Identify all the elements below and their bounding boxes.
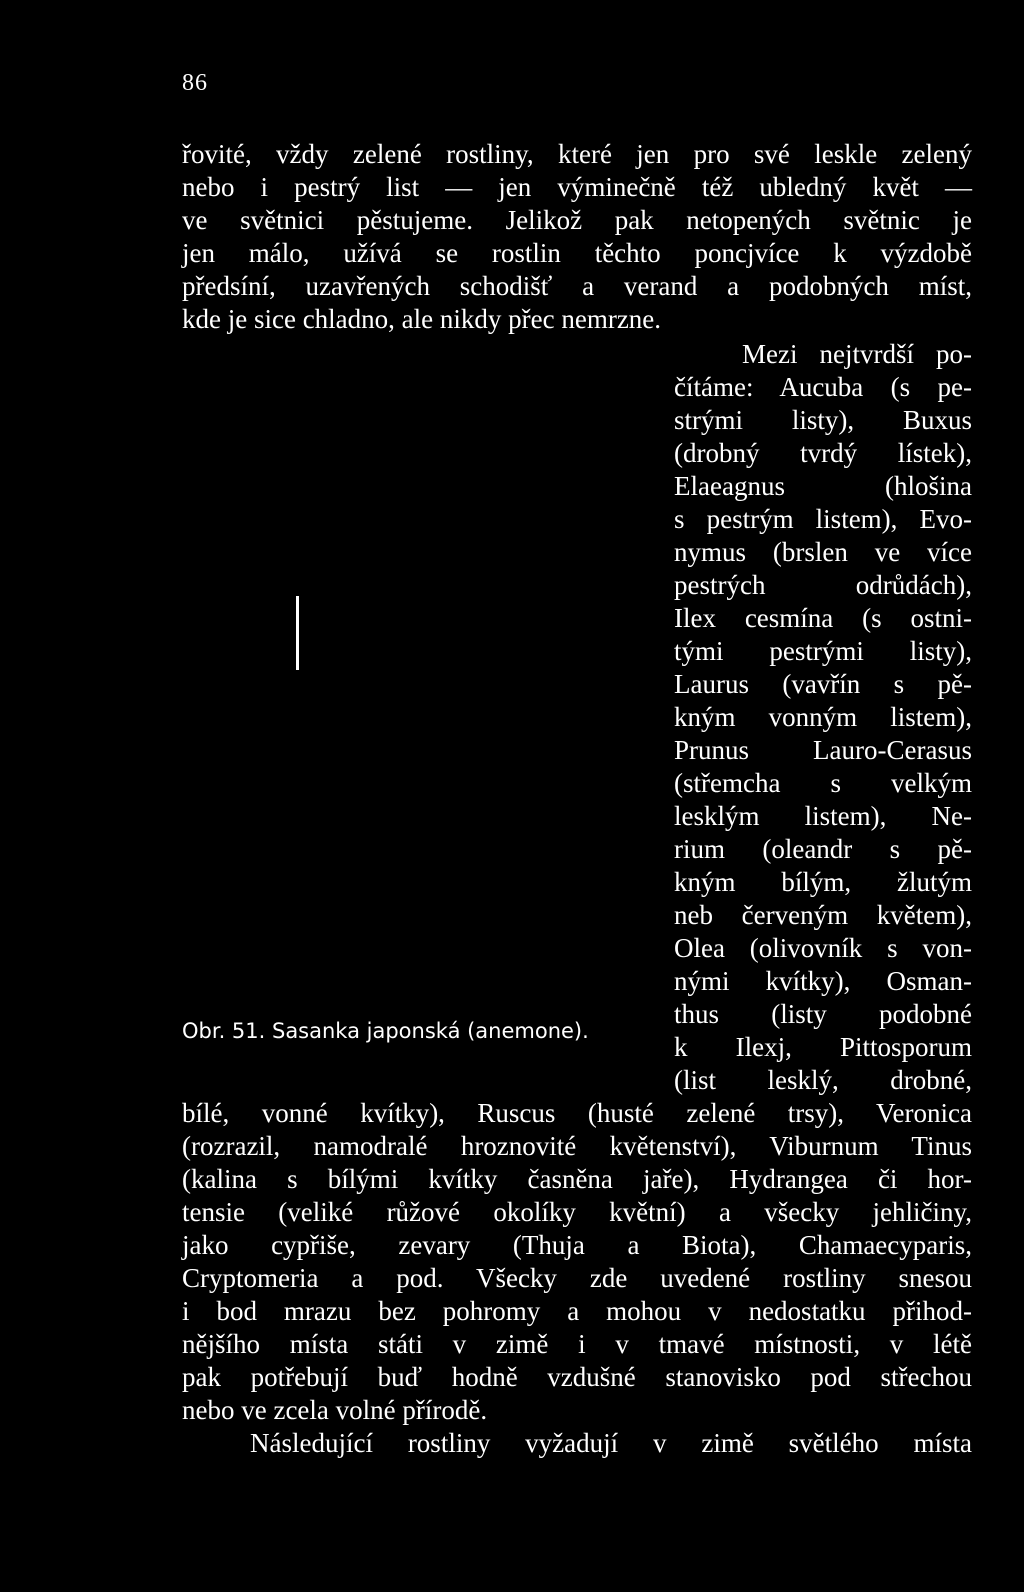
text-line: Ilex cesmína (s ostni- <box>674 603 972 633</box>
text-line: (střemcha s velkým <box>674 768 972 798</box>
text-line: Elaeagnus (hlošina <box>674 471 972 501</box>
page-number: 86 <box>182 70 208 96</box>
text-line: tensie (veliké růžové okolíky květní) a všecky jehličiny, <box>182 1197 972 1227</box>
text-line: Olea (olivovník s von- <box>674 933 972 963</box>
text-line: (rozrazil, namodralé hroznovité květenství), Viburnum Tinus <box>182 1131 972 1161</box>
text-line: jen málo, užívá se rostlin těchto poncjvíce k výzdobě <box>182 238 972 268</box>
text-line: lesklým listem), Ne- <box>674 801 972 831</box>
text-line: čítáme: Aucuba (s pe- <box>674 372 972 402</box>
text-line: s pestrým listem), Evo- <box>674 504 972 534</box>
text-line: Mezi nejtvrdší po- <box>742 339 972 369</box>
text-line: nějšího místa státi v zimě i v tmavé místnosti, v létě <box>182 1329 972 1359</box>
text-line: nebo ve zcela volné přírodě. <box>182 1395 488 1425</box>
text-line: nebo i pestrý list — jen výminečně též ubledný květ — <box>182 172 972 202</box>
text-line: thus (listy podobné <box>674 999 972 1029</box>
text-line: řovité, vždy zelené rostliny, které jen pro své leskle zelený <box>182 139 972 169</box>
text-line: tými pestrými listy), <box>674 636 972 666</box>
text-line: k Ilexj, Pittosporum <box>674 1032 972 1062</box>
text-line: rium (oleandr s pě- <box>674 834 972 864</box>
figure-trace <box>296 596 299 624</box>
text-line: pestrých odrůdách), <box>674 570 972 600</box>
text-line: Následující rostliny vyžadují v zimě světlého místa <box>250 1428 972 1458</box>
text-line: kným vonným listem), <box>674 702 972 732</box>
text-line: kným bílým, žlutým <box>674 867 972 897</box>
text-line: neb červeným květem), <box>674 900 972 930</box>
text-line: Prunus Lauro-Cerasus <box>674 735 972 765</box>
text-line: předsíní, uzavřených schodišť a verand a podobných míst, <box>182 271 972 301</box>
text-line: strými listy), Buxus <box>674 405 972 435</box>
text-line: kde je sice chladno, ale nikdy přec nemrzne. <box>182 304 662 334</box>
text-line: (drobný tvrdý lístek), <box>674 438 972 468</box>
text-line: (list lesklý, drobné, <box>674 1065 972 1095</box>
text-line: Laurus (vavřín s pě- <box>674 669 972 699</box>
text-line: nými kvítky), Osman- <box>674 966 972 996</box>
text-line: bílé, vonné kvítky), Ruscus (husté zelené trsy), Veronica <box>182 1098 972 1128</box>
text-line: pak potřebují buď hodně vzdušné stanovisko pod střechou <box>182 1362 972 1392</box>
text-line: (kalina s bílými kvítky časněna jaře), Hydrangea či hor- <box>182 1164 972 1194</box>
figure-caption: Obr. 51. Sasanka japonská (anemone). <box>182 1019 589 1043</box>
text-line: nymus (brslen ve více <box>674 537 972 567</box>
text-line: i bod mrazu bez pohromy a mohou v nedostatku přihod- <box>182 1296 972 1326</box>
text-line: jako cypřiše, zevary (Thuja a Biota), Chamaecyparis, <box>182 1230 972 1260</box>
text-line: ve světnici pěstujeme. Jelikož pak netopených světnic je <box>182 205 972 235</box>
figure-trace <box>296 624 299 670</box>
text-line: Cryptomeria a pod. Všecky zde uvedené rostliny snesou <box>182 1263 972 1293</box>
